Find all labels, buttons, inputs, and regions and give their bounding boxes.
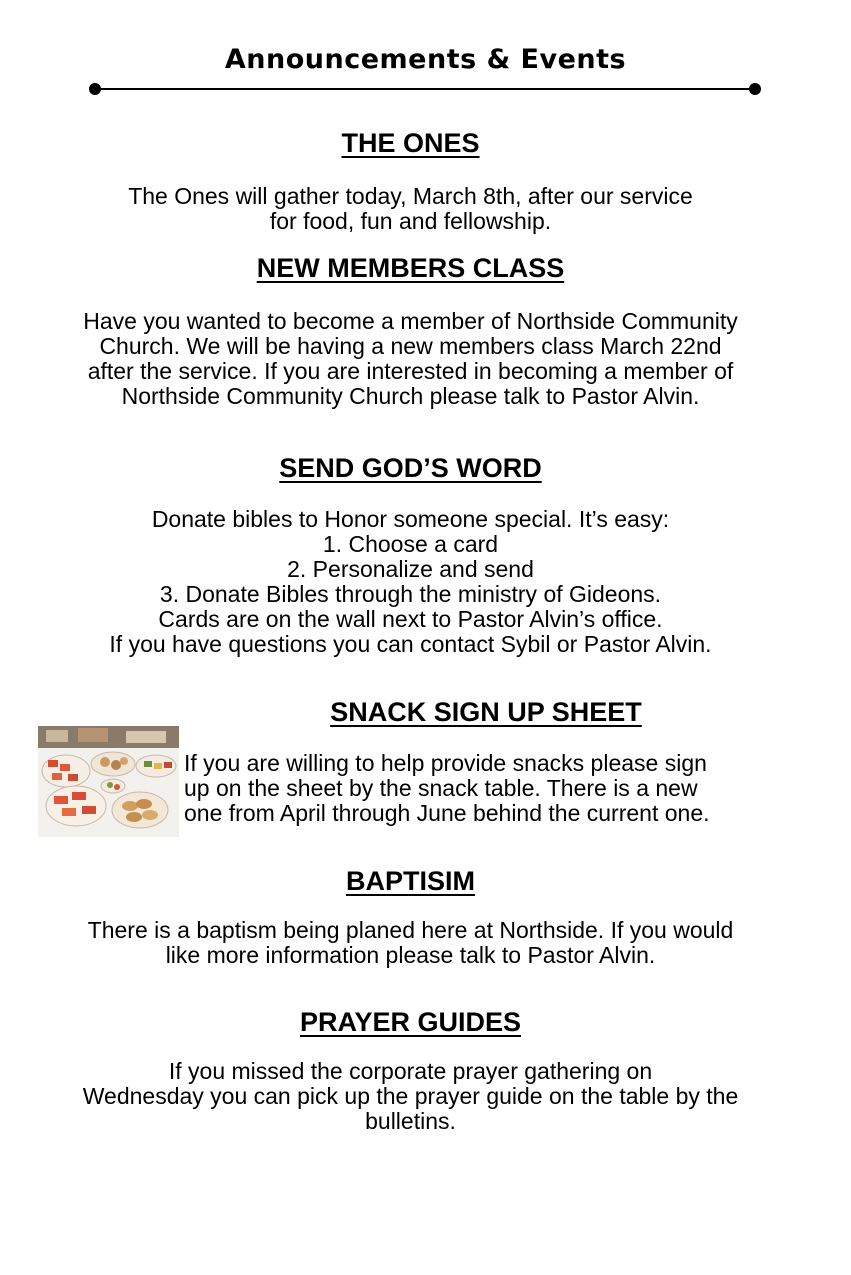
prayer-heading: PRAYER GUIDES — [299, 1007, 522, 1037]
baptism-text: There is a baptism being planed here at Northside. If you would like more information please talk to Pastor Alvin. — [87, 917, 734, 968]
ones-text: The Ones will gather today, March 8th, after our service for food, fun and fellowship. — [128, 183, 693, 234]
snack-text: If you are willing to help provide snacks please sign up on the sheet by the snack table. There is a new one from April through June behind the current one. — [184, 750, 710, 826]
page-title: Announcements & Events — [224, 44, 627, 75]
ones-heading: THE ONES — [341, 128, 480, 158]
prayer-text: If you missed the corporate prayer gathering on Wednesday you can pick up the prayer guide on the table by the bulletins. — [82, 1058, 739, 1134]
gods-word-text: Donate bibles to Honor someone special. It’s easy: 1. Choose a card 2. Personalize and send 3. Donate Bibles through the ministry of Gideons. Cards are on the wall next to Pastor Alvin’s office. If you have questions you can contact Sybil or Pastor Alvin. — [109, 506, 712, 657]
snack-heading: SNACK SIGN UP SHEET — [330, 697, 642, 727]
new-members-heading: NEW MEMBERS CLASS — [256, 253, 565, 283]
snack-table-photo — [38, 726, 179, 837]
gods-word-heading: SEND GOD’S WORD — [279, 453, 542, 483]
title-divider — [88, 80, 762, 98]
new-members-text: Have you wanted to become a member of Northside Community Church. We will be having a new members class March 22nd after the service. If you are interested in becoming a member of Northside Community Church please talk to Pastor Alvin. — [83, 308, 738, 409]
baptism-heading: BAPTISIM — [345, 866, 475, 896]
